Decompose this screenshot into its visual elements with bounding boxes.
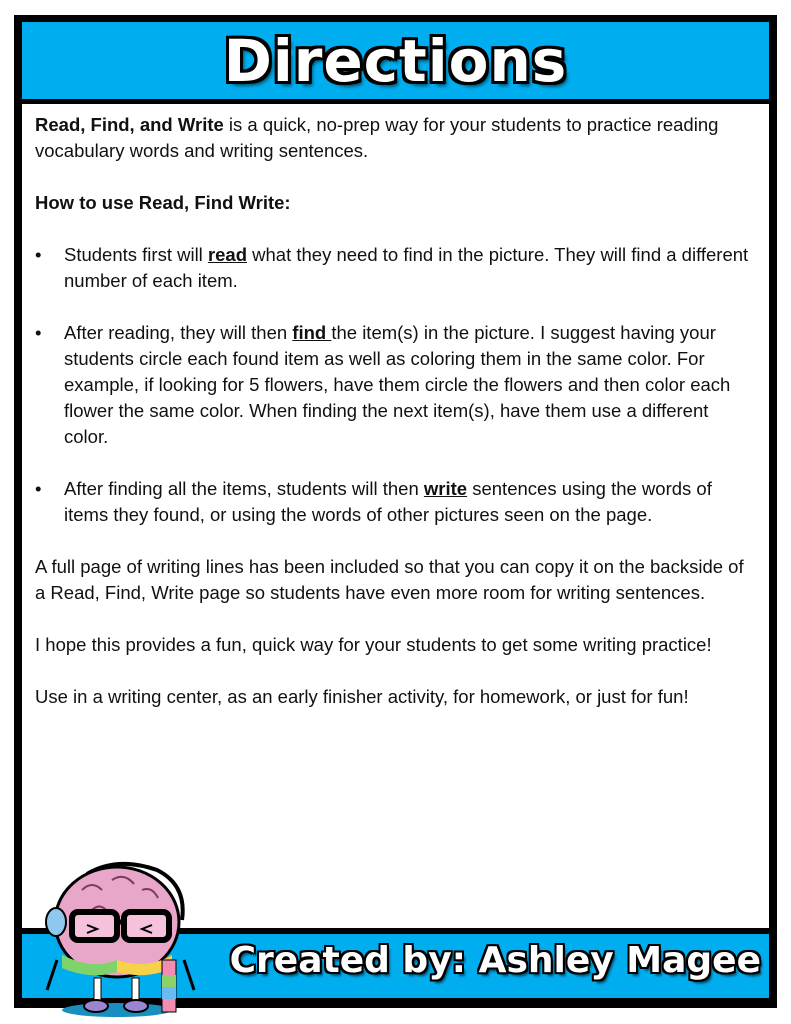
bullet-icon: • (35, 244, 42, 265)
paragraph-writing-lines: A full page of writing lines has been included so that you can copy it on the backside of a Read, Find, Write page so students have even more room for writing sentences. (35, 556, 744, 603)
keyword-write: write (423, 478, 468, 499)
directions-content (22, 104, 769, 928)
keyword-find: find (292, 322, 332, 343)
intro-paragraph (35, 112, 756, 164)
keyword-read: read (207, 244, 248, 265)
how-to-heading (35, 190, 756, 216)
bullet-icon: • (35, 478, 42, 499)
paragraph-hope: I hope this provides a fun, quick way for your students to get some writing practice! (35, 634, 712, 655)
page-title: Directions (223, 26, 568, 95)
intro-text: is a quick, no-prep way for your students to practice reading vocabulary words and writing sentences. (35, 114, 719, 161)
paragraph-usage: Use in a writing center, as an early finisher activity, for homework, or just for fun! (35, 686, 689, 707)
brain-mascot-icon (32, 860, 207, 1020)
author-credit: Created by: Ashley Magee (229, 940, 761, 981)
bullet-item: • Students first will read what they need to find in the picture. They will find a different number of each item. (35, 242, 756, 294)
how-to-heading-text: How to use Read, Find Write: (35, 192, 291, 213)
bullet-item: • After reading, they will then find the item(s) in the picture. I suggest having your students circle each found item as well as coloring them in the same color. For example, if looking for 5 flowers, have them circle the flowers and then color each flower the same color. When finding the next item(s), have them use a different color. (35, 320, 756, 450)
bullet-item: • After finding all the items, students will then write sentences using the words of items they found, or using the words of other pictures seen on the page. (35, 476, 756, 528)
intro-bold: Read, Find, and Write (35, 114, 224, 135)
header-banner (22, 22, 769, 99)
bullet-icon: • (35, 322, 42, 343)
